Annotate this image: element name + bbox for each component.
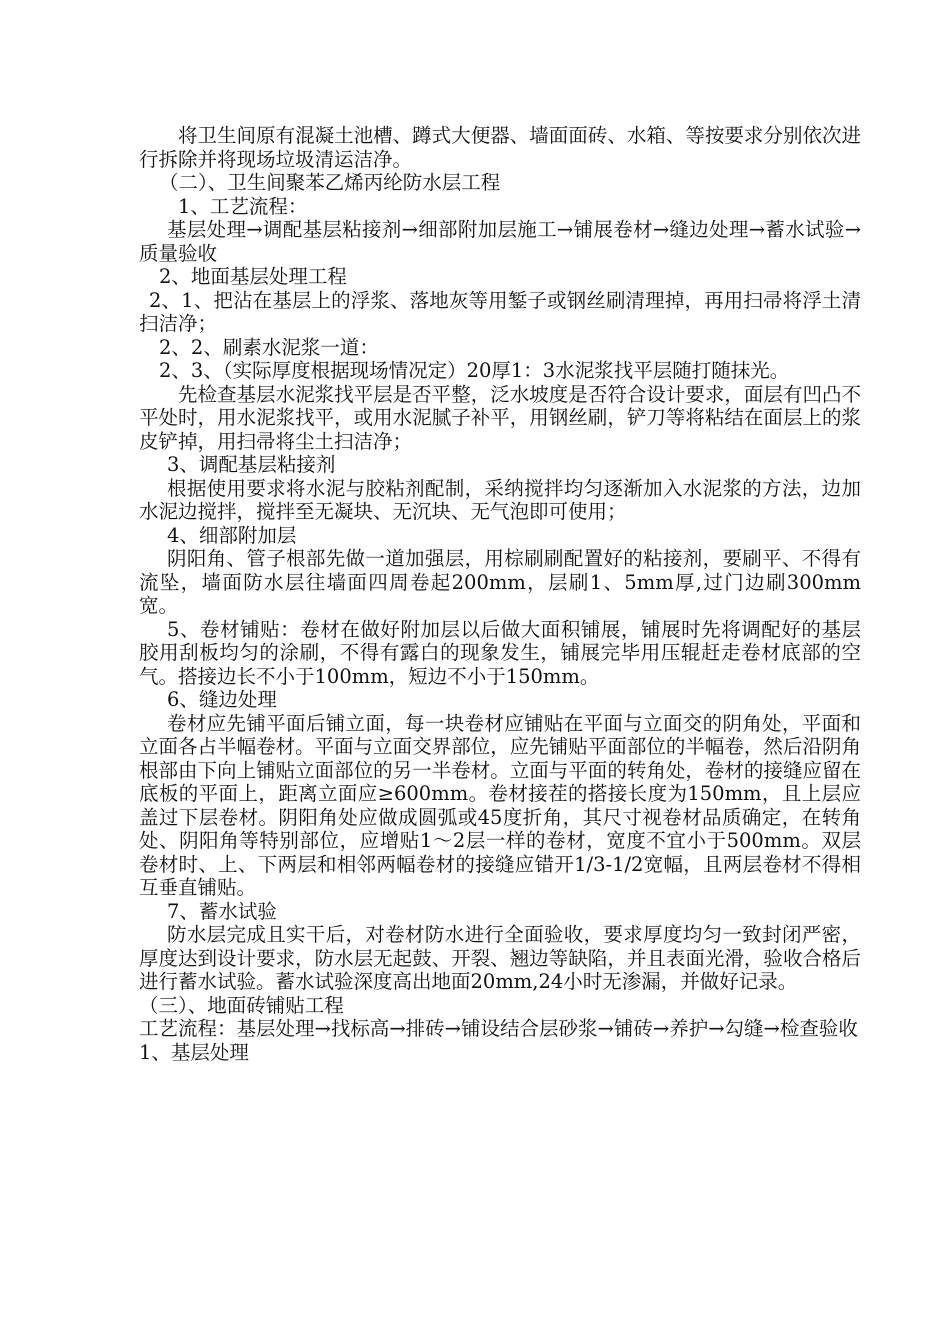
paragraph-adhesive: 根据使用要求将水泥与胶粘剂配制，采纳搅拌均匀逐渐加入水泥浆的方法，边加水泥边搅拌，搅拌至无凝块、无沉块、无气泡即可使用； <box>139 476 861 523</box>
section-heading-waterproof: （二）、卫生间聚苯乙烯丙纶防水层工程 <box>159 171 501 194</box>
paragraph-inspect-base: 先检查基层水泥浆找平层是否平整，泛水坡度是否符合设计要求，面层有凹凸不平处时，用水泥浆找平，或用水泥腻子补平，用钢丝刷，铲刀等将粘结在面层上的浆皮铲掉，用扫帚将尘土扫洁净； <box>139 382 861 453</box>
paragraph-step-2-1: 2、1、把沾在基层上的浮浆、落地灰等用錾子或钢丝刷清理掉，再用扫帚将浮土清扫洁净； <box>139 288 861 335</box>
paragraph-water-test: 防水层完成且实干后，对卷材防水进行全面验收，要求厚度均匀一致封闭严密，厚度达到设计要求，防水层无起鼓、开裂、翘边等缺陷，并且表面光滑，验收合格后进行蓄水试验。蓄水试验深度高出地面20mm,24小时无渗漏，并做好记录。 <box>139 923 861 993</box>
paragraph-step-2-2: 2、2、刷素水泥浆一道： <box>159 335 379 359</box>
paragraph-detail-layer: 阴阳角、管子根部先做一道加强层，用棕刷刷配置好的粘接剂，要刷平、不得有流坠，墙面防水层往墙面四周卷起200mm，层刷1、5mm厚,过门边刷300mm宽。 <box>139 547 861 617</box>
subheading-seam-treatment: 6、缝边处理 <box>167 688 277 711</box>
subheading-process: 1、工艺流程： <box>178 194 308 218</box>
subheading-base-treatment: 2、地面基层处理工程 <box>159 265 347 288</box>
section-heading-floor-tiles: （三）、地面砖铺贴工程 <box>139 993 344 1017</box>
paragraph-step-2-3: 2、3、（实际厚度根据现场情况定）20厚1：3水泥浆找平层随打随抹光。 <box>159 359 790 382</box>
document-body <box>139 124 861 1064</box>
subheading-water-test: 7、蓄水试验 <box>167 899 277 923</box>
paragraph-floor-process: 工艺流程：基层处理→找标高→排砖→铺设结合层砂浆→铺砖→养护→勾缝→检查验收 <box>139 1017 858 1040</box>
subheading-detail-layer: 4、细部附加层 <box>167 523 297 547</box>
paragraph-seam-treatment: 卷材应先铺平面后铺立面，每一块卷材应铺贴在平面与立面交的阴角处，平面和立面各占半幅卷材。平面与立面交界部位，应先铺贴平面部位的半幅卷，然后沿阴角根部由下向上铺贴立面部位的另一半卷材。立面与平面的转角处，卷材的接缝应留在底板的平面上，距离立面应≥600mm。卷材接茬的搭接长度为150mm，且上层应盖过下层卷材。阴阳角处应做成圆弧或45度折角，其尺寸视卷材品质确定，在转角处、阴阳角等特别部位，应增贴1～2层一样的卷材，宽度不宜小于500mm。双层卷材时、上、下两层和相邻两幅卷材的接缝应错开1/3-1/2宽幅，且两层卷材不得相互垂直铺贴。 <box>139 711 861 899</box>
paragraph-demolition: 将卫生间原有混凝土池槽、蹲式大便器、墙面面砖、水箱、等按要求分别依次进行拆除并将现场垃圾清运洁净。 <box>139 124 861 171</box>
paragraph-process-flow: 基层处理→调配基层粘接剂→细部附加层施工→铺展卷材→缝边处理→蓄水试验→质量验收 <box>139 218 861 265</box>
subheading-floor-base: 1、基层处理 <box>139 1040 249 1064</box>
subheading-adhesive: 3、调配基层粘接剂 <box>167 453 336 476</box>
paragraph-membrane-laying: 5、卷材铺贴：卷材在做好附加层以后做大面积铺展，铺展时先将调配好的基层胶用刮板均匀的涂刷，不得有露白的现象发生，铺展完毕用压辊赶走卷材底部的空气。搭接边长不小于100mm，短边不小于150mm。 <box>139 617 861 688</box>
